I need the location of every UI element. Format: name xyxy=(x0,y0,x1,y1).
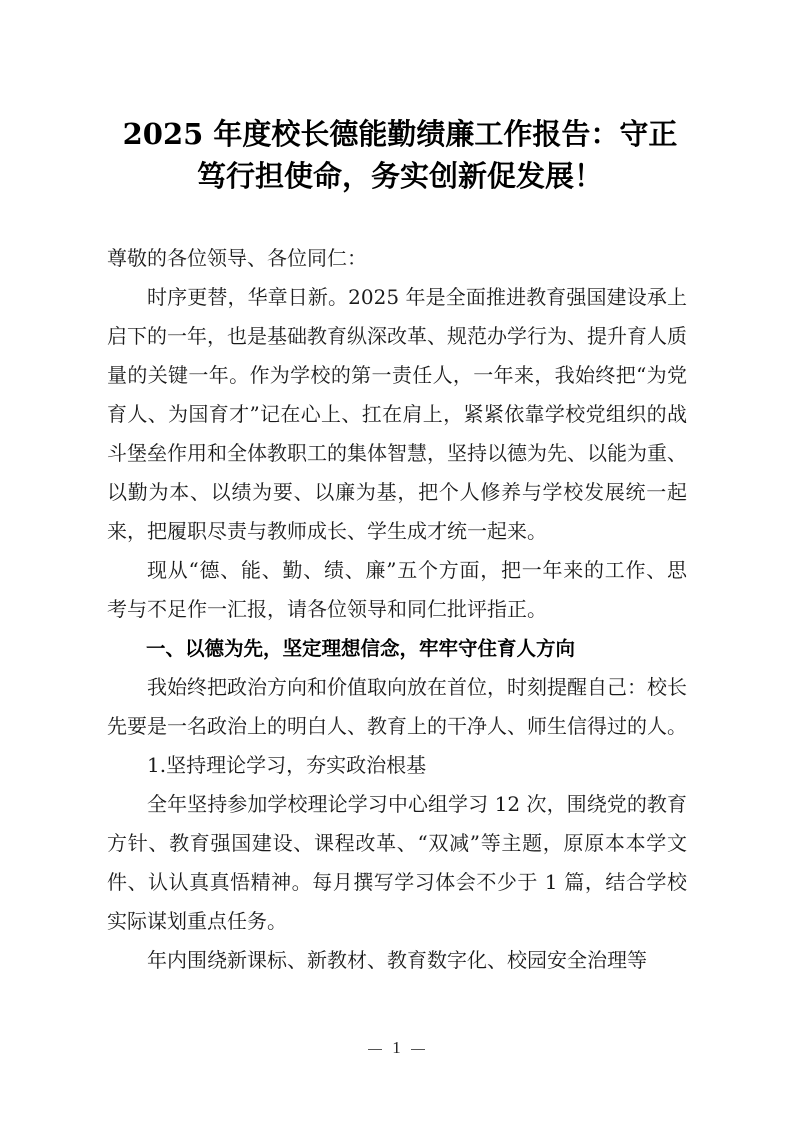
paragraph-overview: 现从“德、能、勤、绩、廉”五个方面，把一年来的工作、思考与不足作一汇报，请各位领导和同仁批评指正。 xyxy=(107,558,687,621)
subsection-heading-1-1: 1.坚持理论学习，夯实政治根基 xyxy=(147,753,427,777)
subsection-1-1-paragraph-2: 年内围绕新课标、新教材、教育数字化、校园安全治理等 xyxy=(147,948,647,972)
document-body xyxy=(107,239,687,980)
document-title xyxy=(100,113,700,197)
subsection-1-1-paragraph-1: 全年坚持参加学校理论学习中心组学习 12 次，围绕党的教育方针、教育强国建设、课程改革、“双减”等主题，原原本本学文件、认认真真悟精神。每月撰写学习体会不少于 1 篇，结合学校实际谋划重点任务。 xyxy=(107,792,687,933)
section-1-intro: 我始终把政治方向和价值取向放在首位，时刻提醒自己：校长先要是一名政治上的明白人、教育上的干净人、师生信得过的人。 xyxy=(107,675,687,738)
section-heading-1: 一、以德为先，坚定理想信念，牢牢守住育人方向 xyxy=(146,637,576,660)
dash-right xyxy=(411,1049,425,1050)
page-footer xyxy=(0,1038,793,1058)
title-line-2: 笃行担使命，务实创新促发展！ xyxy=(196,159,603,193)
title-line-1: 2025 年度校长德能勤绩廉工作报告：守正 xyxy=(122,117,678,151)
page-number: 1 xyxy=(392,1038,401,1057)
paragraph-opening: 时序更替，华章日新。2025 年是全面推进教育强国建设承上启下的一年，也是基础教育纵深改革、规范办学行为、提升育人质量的关键一年。作为学校的第一责任人，一年来，我始终把“为党育人、为国育才”记在心上、扛在肩上，紧紧依靠学校党组织的战斗堡垒作用和全体教职工的集体智慧，坚持以德为先、以能为重、以勤为本、以绩为要、以廉为基，把个人修养与学校发展统一起来，把履职尽责与教师成长、学生成才统一起来。 xyxy=(107,285,687,543)
salutation: 尊敬的各位领导、各位同仁： xyxy=(107,246,367,270)
dash-left xyxy=(368,1049,382,1050)
